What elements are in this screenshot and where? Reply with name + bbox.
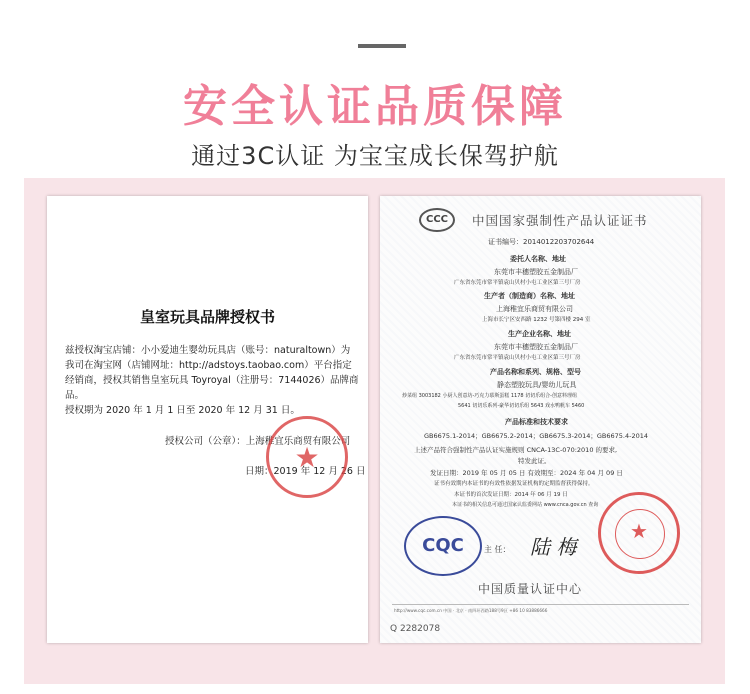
cqc-logo-icon: CQC [404, 516, 482, 576]
org-name: 中国质量认证中心 [478, 582, 583, 596]
footer-divider [392, 604, 689, 605]
factory-name: 东莞市丰穗塑胶五金制品厂 [494, 343, 578, 351]
certification-seal-stamp: ★ [598, 492, 680, 574]
query-note: 本证书的相关信息可通过国家认监委网站 www.cnca.gov.cn 查询 [452, 502, 599, 508]
conformity-line1: 上述产品符合强制性产品认证实施规则 CNCA-13C-070:2010 的要求, [414, 446, 618, 454]
footer-contact: http://www.cqc.com.cn 中国 · 北京 · 南四环西路188号9区 +86 10 83886666 [394, 608, 548, 613]
product-models-line1: 炒菜组 3003182 小厨人创意坊-巧克力慕斯蛋糕 1178 切切乐组合-创意料理组 [402, 393, 577, 399]
first-issue-date: 本证书的首次发证日期：2014 年 06 月 19 日 [454, 492, 568, 498]
validity-note: 证书有效期内本证书的有效性依据发证机构的定期监督获得保持。 [434, 481, 594, 487]
serial-value: 2282078 [399, 624, 441, 634]
serial-number [390, 624, 440, 634]
cert-number-label: 证书编号： [488, 238, 523, 246]
standard-text: GB6675.1-2014；GB6675.2-2014；GB6675.3-2014；GB6675.4-2014 [424, 432, 649, 440]
company-seal-stamp: ★ [266, 416, 348, 498]
ccc-certificate [380, 196, 701, 643]
producer-name: 上海稚宜乐商贸有限公司 [496, 305, 573, 313]
chairman-signature: 陆 梅 [530, 535, 577, 559]
letter-title: 皇室玩具品牌授权书 [139, 308, 275, 326]
letter-company: 授权公司（公章）：上海稚宜乐商贸有限公司 [165, 436, 351, 447]
producer-label: 生产者（制造商）名称、地址 [484, 292, 575, 300]
entrust-address: 广东省东莞市常平镇袁山贝村小屯工业区第三号厂房 [454, 280, 581, 286]
product-label: 产品名称和系列、规格、型号 [490, 368, 581, 376]
cert-number [488, 237, 594, 247]
header-decor-bar [358, 44, 406, 48]
letter-period: 授权期为 2020 年 1 月 1 日至 2020 年 12 月 31 日。 [65, 405, 300, 416]
page-title: 安全认证品质保障 [183, 81, 567, 132]
letter-paragraph [65, 343, 359, 418]
issue-dates: 发证日期：2019 年 05 月 05 日 有效期至：2024 年 04 月 09 日 [430, 469, 623, 477]
chairman-label: 主 任： [484, 545, 511, 554]
factory-address: 广东省东莞市常平镇袁山贝村小屯工业区第三号厂房 [454, 355, 581, 361]
producer-address: 上海市长宁区安西路 1232 号第四楼 294 室 [482, 317, 591, 323]
product-name: 静态塑胶玩具/婴幼儿玩具 [497, 381, 577, 389]
conformity-line2: 特发此证。 [518, 457, 551, 465]
letter-text: 兹授权淘宝店铺：小小爱迪生婴幼玩具店（账号：naturaltown）为我司在淘宝网（店铺网址：http://adstoys.taobao.com）平台指定经销商，授权其销售皇室玩具 Toyroyal（注册号：7144026）品牌商品。 [65, 345, 359, 401]
cert-number-value: 2014012203702644 [523, 238, 595, 246]
cert-title: 中国国家强制性产品认证证书 [472, 213, 648, 228]
product-models-line2: 5641 切切乐系列-豪华切切乐组 5643 戏水鸭帆车 5460 [458, 403, 585, 409]
factory-label: 生产企业名称、地址 [508, 330, 571, 338]
entrust-name: 东莞市丰穗塑胶五金制品厂 [494, 268, 578, 276]
standard-label: 产品标准和技术要求 [505, 418, 568, 426]
serial-prefix: Q [390, 624, 398, 634]
entrust-label: 委托人名称、地址 [510, 255, 566, 263]
page-subtitle: 通过3C认证 为宝宝成长保驾护航 [191, 142, 559, 170]
ccc-logo-icon: CCC [419, 208, 455, 232]
letter-date: 日期：2019 年 12 月 26 日 [245, 466, 366, 477]
